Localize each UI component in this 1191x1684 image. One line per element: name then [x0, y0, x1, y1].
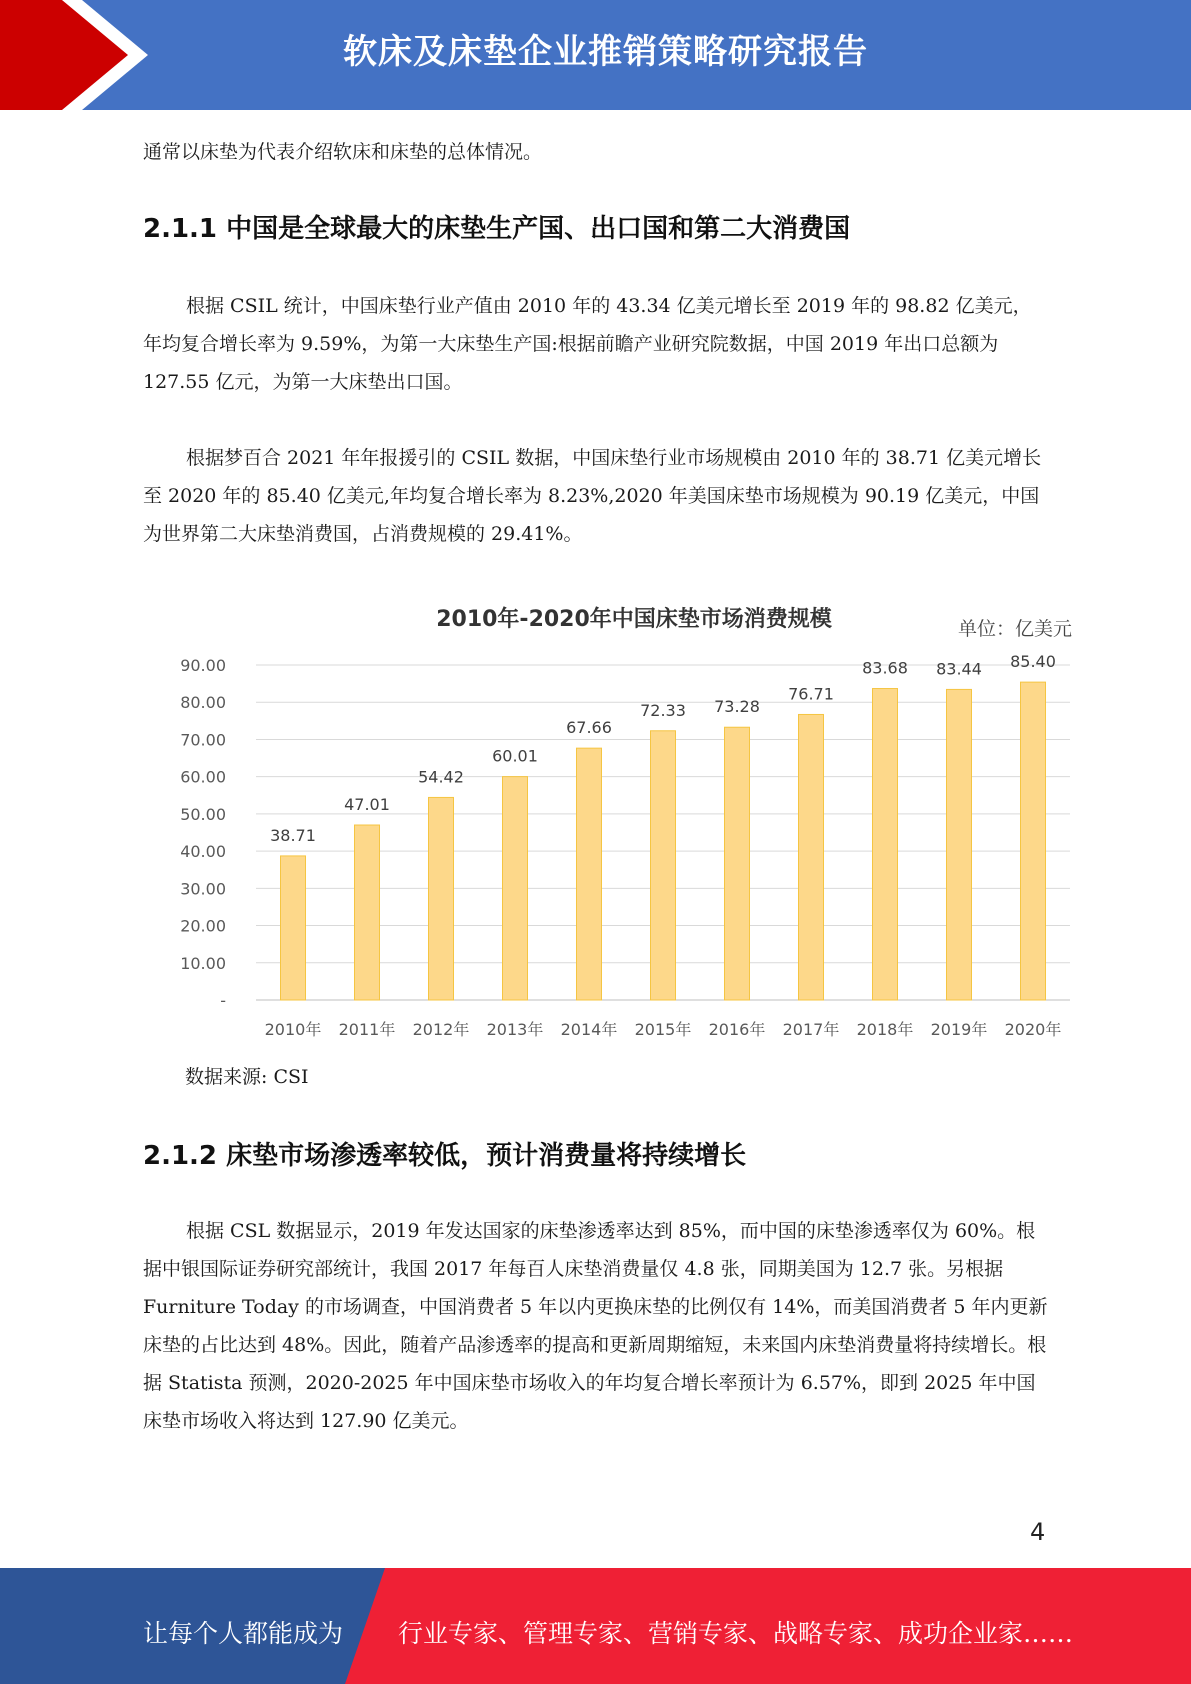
y-tick-label: 90.00: [180, 656, 226, 675]
page-footer: [0, 1568, 1191, 1684]
bar: [429, 797, 454, 1000]
bar: [725, 727, 750, 1000]
bar-value-label: 72.33: [640, 700, 686, 720]
y-tick-label: -: [220, 991, 226, 1010]
intro-paragraph: 通常以床垫为代表介绍软床和床垫的总体情况。: [143, 141, 543, 163]
y-tick-label: 40.00: [180, 842, 226, 862]
bar-value-label: 67.66: [566, 718, 612, 738]
x-tick-label: 2019年: [930, 1020, 988, 1039]
y-tick-label: 20.00: [180, 916, 226, 936]
bar: [947, 689, 972, 1000]
chart-bars: [281, 682, 1046, 1000]
chart-y-axis: [180, 656, 226, 1010]
x-tick-label: 2011年: [338, 1020, 396, 1039]
bar-value-label: 54.42: [418, 767, 464, 787]
bar-value-label: 47.01: [344, 795, 390, 815]
bar: [651, 731, 676, 1000]
x-tick-label: 2012年: [412, 1020, 470, 1039]
bar: [355, 825, 380, 1000]
paragraph-market-size: 根据梦百合 2021 年年报援引的 CSIL 数据，中国床垫行业市场规模由 2010 年的 38.71 亿美元增长至 2020 年的 85.40 亿美元,年均复合增长率为 8.23%,2020 年美国床垫市场规模为 90.19 亿美元，中国为世界第二大床垫消费国，占消费规模的 29.41%。: [143, 447, 1042, 545]
bar-value-label: 60.01: [492, 746, 538, 766]
y-tick-label: 70.00: [180, 730, 226, 750]
y-tick-label: 80.00: [180, 693, 226, 713]
section-heading-2-1-2: 2.1.2 床垫市场渗透率较低，预计消费量将持续增长: [143, 1141, 747, 1171]
y-tick-label: 30.00: [180, 879, 226, 899]
market-size-bar-chart: [170, 595, 1080, 1045]
x-tick-label: 2013年: [486, 1020, 544, 1039]
x-tick-label: 2017年: [782, 1020, 840, 1039]
x-tick-label: 2010年: [264, 1020, 322, 1039]
chart-x-axis: [265, 1020, 1062, 1039]
bar-value-label: 83.68: [862, 658, 908, 678]
y-tick-label: 50.00: [180, 804, 226, 824]
y-tick-label: 60.00: [180, 767, 226, 787]
page-number: 4: [1030, 1518, 1046, 1546]
x-tick-label: 2014年: [560, 1020, 618, 1039]
chart-title: 2010年-2020年中国床垫市场消费规模: [436, 607, 832, 632]
page-header: [0, 0, 1191, 110]
paragraph-production: 根据 CSIL 统计，中国床垫行业产值由 2010 年的 43.34 亿美元增长至 2019 年的 98.82 亿美元，年均复合增长率为 9.59%，为第一大床垫生产国:根据前瞻产业研究院数据，中国 2019 年出口总额为 127.55 亿元，为第一大床垫出口国。: [143, 295, 1032, 393]
paragraph-penetration: 根据 CSL 数据显示，2019 年发达国家的床垫渗透率达到 85%，而中国的床垫渗透率仅为 60%。根据中银国际证券研究部统计，我国 2017 年每百人床垫消费量仅 4.8 张，同期美国为 12.7 张。另根据 Furniture Today 的市场调查，中国消费者 5 年以内更换床垫的比例仅有 14%，而美国消费者 5 年内更新床垫的占比达到 48%。因此，随着产品渗透率的提高和更新周期缩短，未来国内床垫消费量将持续增长。根据 Statista 预测，2020-2025 年中国床垫市场收入的年均复合增长率预计为 6.57%，即到 2025 年中国床垫市场收入将达到 127.90 亿美元。: [143, 1220, 1048, 1432]
bar-value-label: 73.28: [714, 697, 760, 717]
footer-slogan-left: 让每个人都能成为: [143, 1619, 344, 1648]
bar: [281, 856, 306, 1000]
bar: [799, 714, 824, 1000]
bar: [577, 748, 602, 1000]
footer-slogan-right: 行业专家、管理专家、营销专家、战略专家、成功企业家……: [398, 1619, 1074, 1648]
report-title: 软床及床垫企业推销策略研究报告: [343, 32, 868, 72]
x-tick-label: 2020年: [1004, 1020, 1062, 1039]
x-tick-label: 2016年: [708, 1020, 766, 1039]
bar-value-label: 76.71: [788, 684, 834, 704]
bar-value-label: 83.44: [936, 659, 982, 679]
section-heading-2-1-1: 2.1.1 中国是全球最大的床垫生产国、出口国和第二大消费国: [143, 214, 851, 244]
data-source-note: 数据来源: CSI: [185, 1066, 309, 1088]
chart-unit-label: 单位：亿美元: [957, 618, 1072, 640]
bar: [503, 777, 528, 1000]
bar-value-label: 85.40: [1010, 652, 1056, 672]
y-tick-label: 10.00: [180, 953, 226, 973]
bar: [1021, 682, 1046, 1000]
x-tick-label: 2018年: [856, 1020, 914, 1039]
bar: [873, 689, 898, 1000]
x-tick-label: 2015年: [634, 1020, 692, 1039]
bar-value-label: 38.71: [270, 825, 316, 845]
